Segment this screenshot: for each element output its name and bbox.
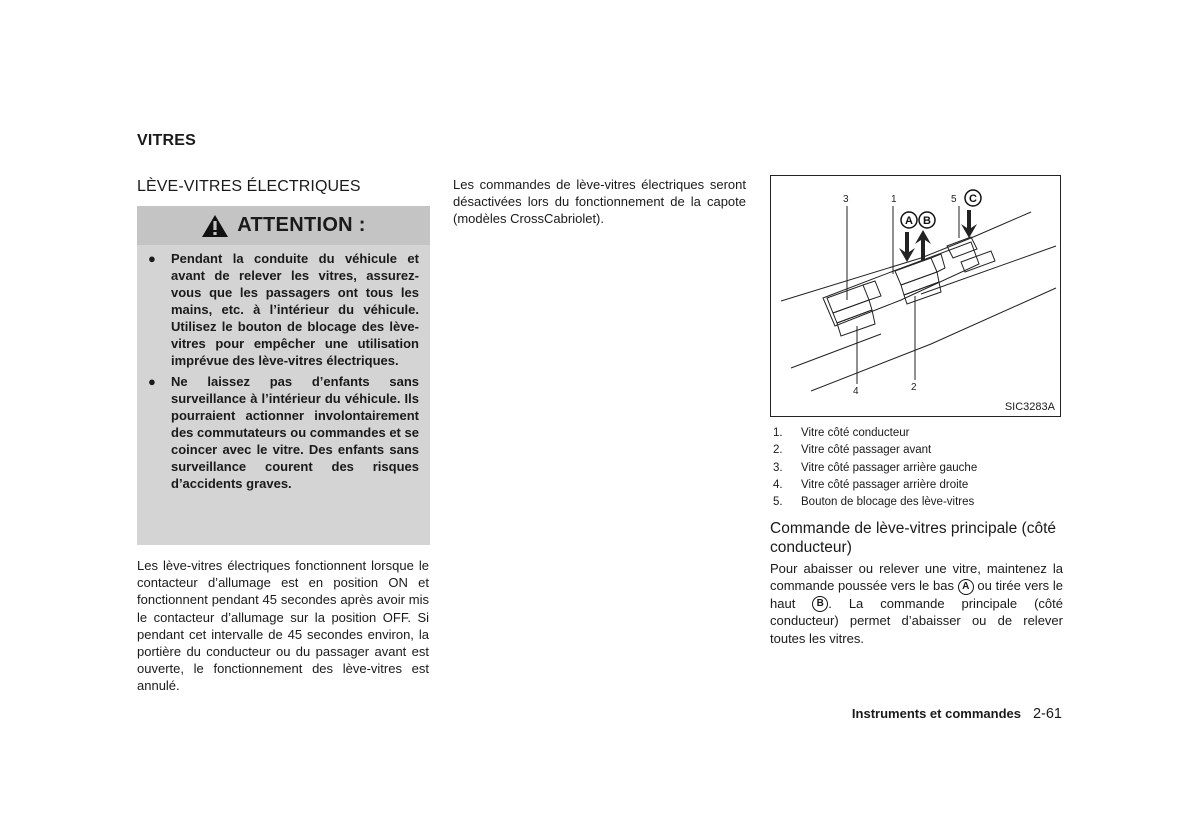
legend-item [770,460,1070,477]
legend-number: 1. [773,427,783,439]
legend-item [770,425,1070,442]
legend-number: 5. [773,496,783,509]
body-paragraph-right [770,560,1063,647]
callout-5: 5 [951,194,957,205]
section-title: VITRES [137,132,196,149]
circled-a-marker: A [958,579,974,595]
attention-item-text: Pendant la conduite du véhicule et avant de relever les vitres, assurez-vous que les passagers ont tous les mains, etc. à l’intérieur du véhicule. Utilisez le bouton de blocage des lève-vitres pour empêcher une utilisation imprévue des lève-vitres électriques. [171,251,419,368]
callout-4: 4 [853,386,859,396]
legend-text: Vitre côté conducteur [801,427,910,439]
attention-item [137,250,430,369]
body-paragraph-middle: Les commandes de lève-vitres électriques seront désactivées lors du fonctionnement de la capote (modèles CrossCabriolet). [453,177,746,227]
page-number: 2-61 [1032,706,1062,722]
warning-triangle-icon [201,214,229,238]
figure-legend [770,425,1070,511]
legend-number: 3. [773,461,783,474]
legend-text: Vitre côté passager arrière gauche [801,461,978,474]
legend-text: Vitre côté passager avant [801,444,932,457]
window-switch-figure [770,175,1061,417]
callout-2: 2 [911,382,917,393]
attention-label: ATTENTION : [237,214,366,236]
body-right-part2: ou tirée vers le haut [770,578,1063,611]
legend-item [770,494,1070,511]
legend-item [770,442,1070,459]
footer-title: Instruments et commandes [851,706,1021,721]
bullet-icon: ● [148,251,156,266]
attention-item-text: Ne laissez pas d’enfants sans surveillance à l’intérieur du véhicule. Ils pourraient actionner involontairement des commutateurs ou commandes et se coincer avec le vitre. Des enfants sans surveillance courent des risques d’accidents graves. [171,374,419,491]
legend-item [770,477,1070,494]
figure-code: SIC3283A [1004,401,1055,413]
window-switch-illustration [771,176,1059,396]
bullet-icon: ● [148,374,156,389]
attention-header [137,206,430,245]
callout-3: 3 [843,194,849,205]
callout-1: 1 [891,194,897,205]
legend-text: Bouton de blocage des lève-vitres [801,496,975,509]
circled-b-marker: B [812,596,828,612]
callout-c: C [969,193,977,205]
legend-text: Vitre côté passager arrière droite [801,478,969,491]
legend-number: 2. [773,444,783,457]
callout-a: A [905,215,913,227]
attention-item [137,373,430,492]
subsection-heading: LÈVE-VITRES ÉLECTRIQUES [137,178,361,195]
body-right-part3: . La commande principale (côté conducteur) permet d’abaisser ou de relever toutes les vitres. [770,595,1063,646]
body-right-part1: Pour abaisser ou relever une vitre, maintenez la commande poussée vers le bas [770,561,1063,594]
legend-number: 4. [773,478,783,491]
attention-list [137,250,430,496]
callout-b: B [923,215,931,227]
attention-box [137,206,430,545]
page-footer [852,706,1062,722]
body-paragraph-left: Les lève-vitres électriques fonctionnent lorsque le contacteur d’allumage est en position ON et fonctionnent pendant 45 secondes après avoir mis le contacteur d’allumage sur la position OFF. Si pendant cet intervalle de 45 secondes environ, la portière du conducteur ou du passager avant est ouverte, le fonctionnement des lève-vitres est annulé. [137,558,429,694]
subsection-title: Commande de lève-vitres principale (côté conducteur) [770,520,1057,556]
